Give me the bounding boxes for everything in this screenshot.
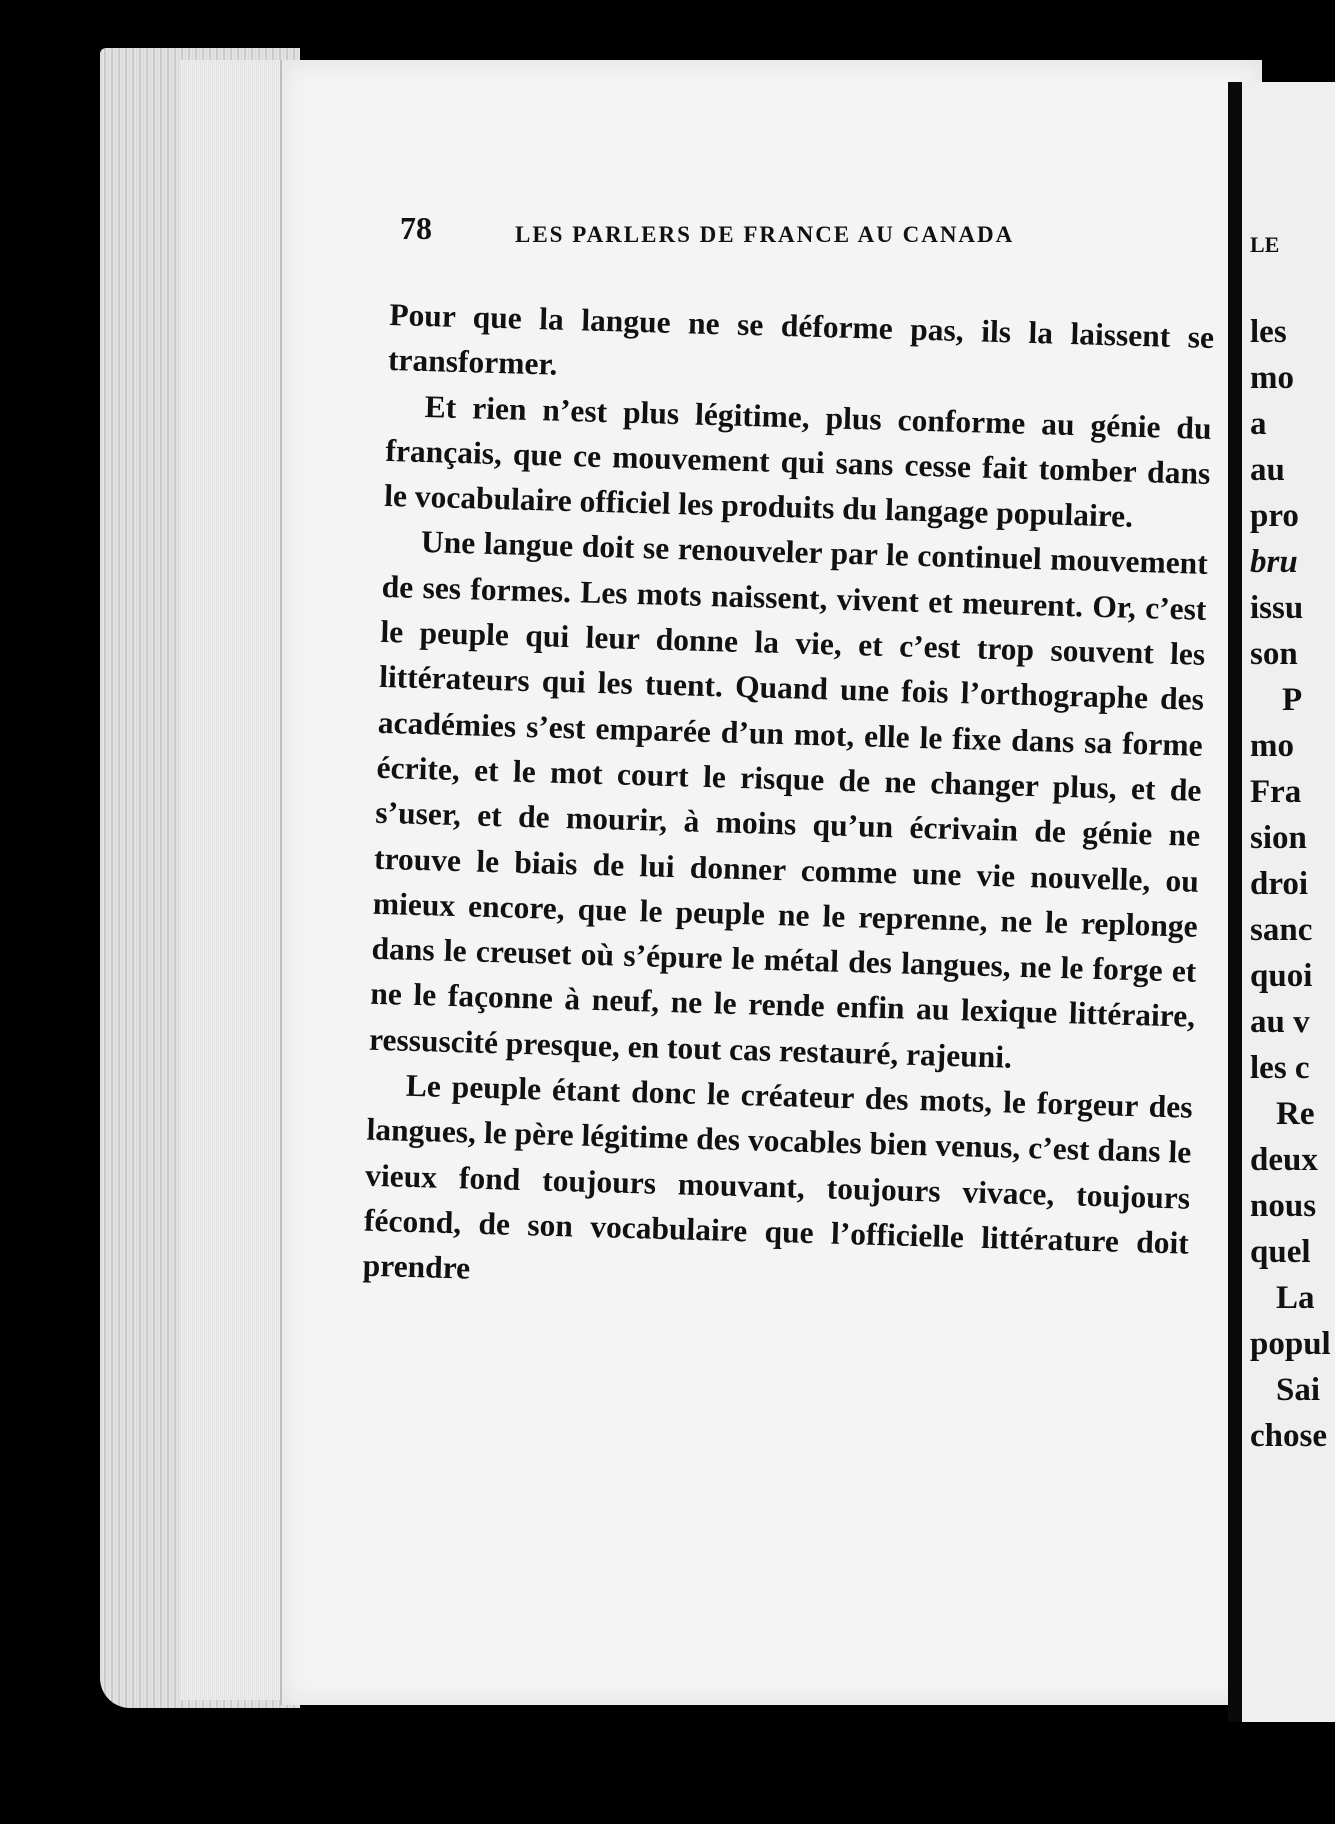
next-page-fragment: issu: [1250, 590, 1304, 626]
next-page-fragment: les: [1250, 314, 1287, 350]
next-page-fragment: nous: [1250, 1188, 1317, 1224]
next-page-fragment: Fra: [1250, 774, 1302, 810]
body-text: [362, 292, 1215, 1311]
paragraph: Le peuple étant donc le créateur des mots, le forgeur des langues, le père légitime des vocables bien venus, c’est dans le vieux fond toujours mouvant, toujours vivace, toujours fécond, de son vocabulaire que l’officielle littérature doit prendre: [362, 1067, 1194, 1286]
paragraph: Pour que la langue ne se déforme pas, ils la laissent se transformer.: [387, 296, 1215, 382]
next-page-fragment: Sai: [1276, 1372, 1321, 1408]
next-page-fragment: quoi: [1250, 958, 1313, 994]
next-page-fragment: sanc: [1250, 912, 1313, 948]
next-page-fragment: les c: [1250, 1050, 1310, 1086]
next-page-fragment: mo: [1250, 728, 1294, 764]
next-page-fragment: popul: [1250, 1326, 1331, 1362]
next-page-fragment: bru: [1250, 544, 1298, 580]
next-page-fragment: a: [1250, 406, 1267, 442]
next-page-fragment: La: [1276, 1280, 1315, 1316]
next-page-fragment: LE: [1250, 232, 1280, 257]
adjacent-page: [1228, 82, 1335, 1722]
page-number: 78: [400, 210, 432, 246]
next-page-fragment: mo: [1250, 360, 1294, 396]
next-page-fragment: au v: [1250, 1004, 1310, 1040]
next-page-fragment: au: [1250, 452, 1285, 488]
next-page-fragment: deux: [1250, 1142, 1318, 1178]
next-page-fragment: pro: [1250, 498, 1299, 534]
next-page-fragment: P: [1282, 682, 1303, 718]
next-page-fragment: son: [1250, 636, 1298, 672]
running-title: LES PARLERS DE FRANCE AU CANADA: [515, 222, 1015, 247]
book-page-edges-inner: [180, 60, 290, 1700]
next-page-fragment: chose: [1250, 1418, 1327, 1454]
next-page-fragment: quel: [1250, 1234, 1311, 1270]
paragraph: Une langue doit se renouveler par le continuel mouvement de ses formes. Les mots naissent, vivent et meurent. Or, c’est le peuple qui leur donne la vie, et c’est trop souvent les littérateurs qui les tuent. Quand une fois l’orthographe des académies s’est emparée d’un mot, elle le fixe dans sa forme écrite, et le mot court le risque de ne changer plus, et de s’user, et de mourir, à moins qu’un écrivain de génie ne trouve le biais de lui donner comme une vie nouvelle, ou mieux encore, que le peuple ne le reprenne, ne le replonge dans le creuset où s’épure le métal des langues, ne le forge et ne le façonne à neuf, ne le rende enfin au lexique littéraire, ressuscité presque, en tout cas restauré, rajeuni.: [368, 524, 1209, 1075]
next-page-fragment: droi: [1250, 866, 1309, 902]
paragraph: Et rien n’est plus légitime, plus conforme au génie du français, que ce mouvement qui sans cesse fait tomber dans le vocabulaire officiel les produits du langage populaire.: [383, 388, 1213, 535]
next-page-fragment: Re: [1276, 1096, 1315, 1132]
page-header: [400, 210, 1160, 260]
next-page-fragment: sion: [1250, 820, 1307, 856]
